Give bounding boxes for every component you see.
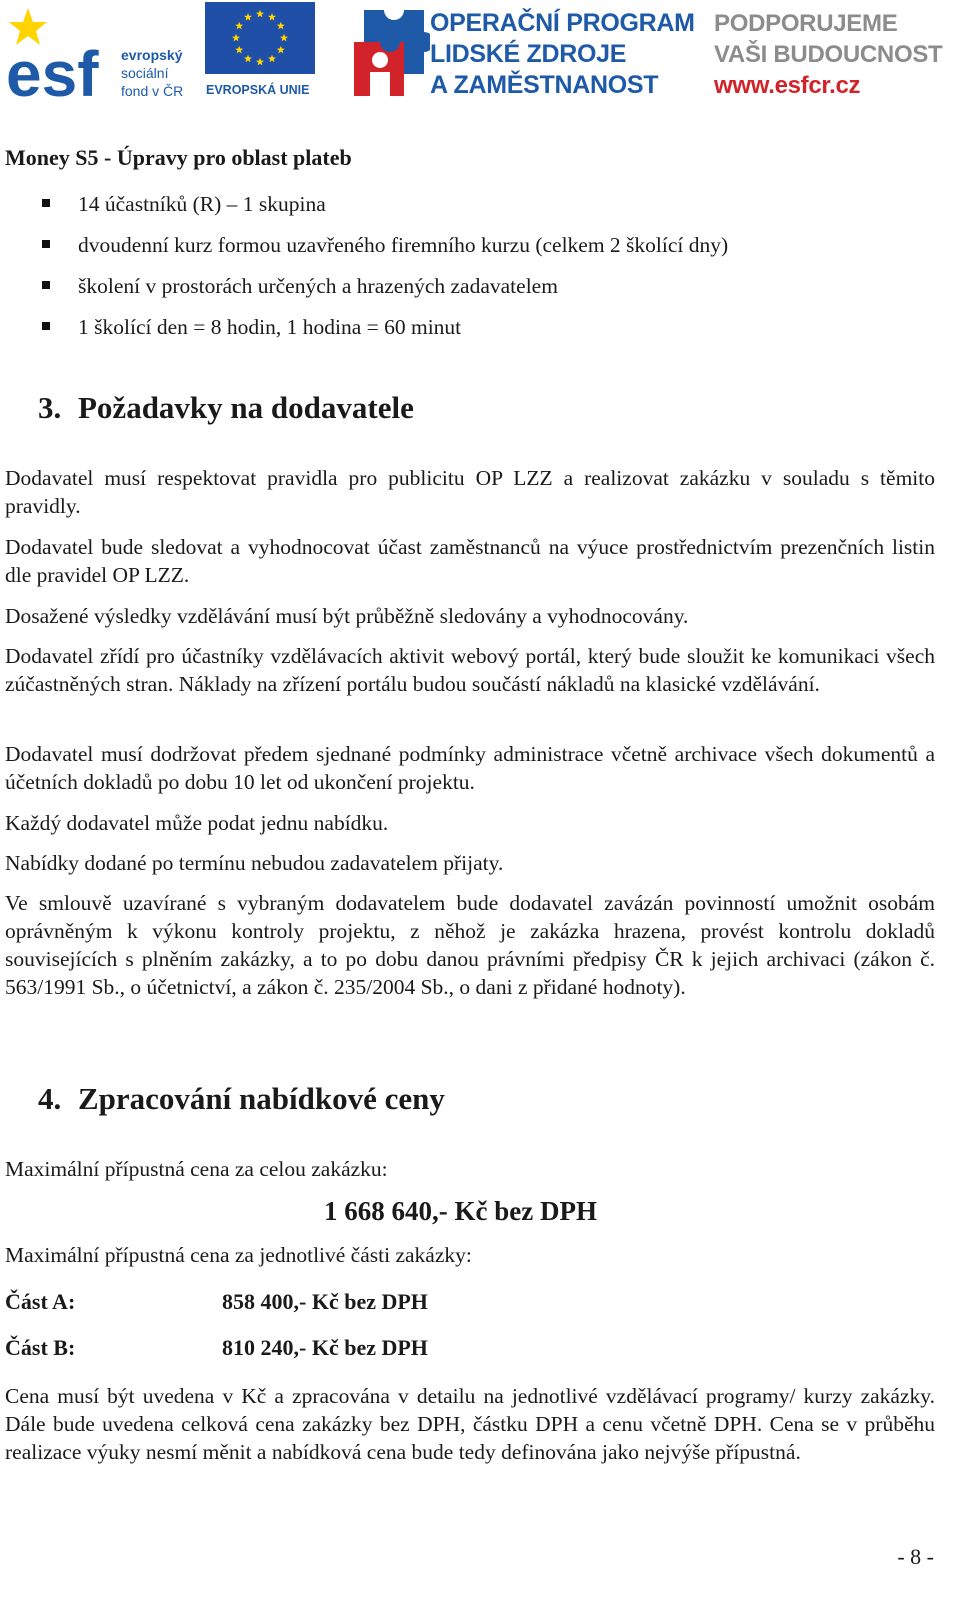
paragraph: Dodavatel musí respektovat pravidla pro publicitu OP LZZ a realizovat zakázku v souladu s těmito pravidly.: [5, 466, 935, 518]
page-number: - 8 -: [897, 1544, 934, 1569]
paragraph: Každý dodavatel může podat jednu nabídku.: [5, 811, 389, 835]
part-b-label: Část B:: [5, 1335, 76, 1360]
eu-label: EVROPSKÁ UNIE: [206, 83, 310, 97]
support-slogan: PODPORUJEME VAŠI BUDOUCNOST www.esfcr.cz: [714, 10, 943, 99]
svg-text:fond v ČR: fond v ČR: [121, 83, 184, 98]
part-a-price: 858 400,- Kč bez DPH: [222, 1289, 428, 1314]
max-total-label: Maximální přípustná cena za celou zakázku:: [5, 1157, 388, 1181]
esf-wordmark: esf: [6, 38, 99, 98]
paragraph: Dodavatel zřídí pro účastníky vzdělávacích aktivit webový portál, který bude sloužit ke komunikaci všech zúčastněných stran. Náklady na zřízení portálu budou součástí nákladů na klasické vzdělávání.: [5, 644, 935, 696]
paragraph: Dodavatel bude sledovat a vyhodnocovat účast zaměstnanců na výuce prostřednictvím prezenčních listin dle pravidel OP LZZ.: [5, 535, 935, 587]
section-3-heading: 3. Požadavky na dodavatele: [38, 390, 414, 425]
bullet-icon: [42, 199, 50, 207]
svg-text:sociální: sociální: [121, 65, 169, 81]
max-parts-label: Maximální přípustná cena za jednotlivé části zakázky:: [5, 1243, 472, 1267]
price-conditions-paragraph: Cena musí být uvedena v Kč a zpracována v detailu na jednotlivé vzdělávací programy/ kurzy zakázky. Dále bude uvedena celková cena zakázky bez DPH, částku DPH a cenu včetně DPH. Cena se v průběhu realizace výuky nesmí měnit a nabídková cena bude tedy definována jako nejvýše přípustná.: [5, 1384, 935, 1464]
section-4-heading: 4. Zpracování nabídkové ceny: [38, 1081, 445, 1116]
document-page: esf evropský sociální fond v ČR EVROPSKÁ UNIE OPERAČNÍ PROGRAM LIDSKÉ ZDROJE A ZAMĚSTNANOST PODPORUJEME VAŠI BUDOUCNOST www.esfcr.cz Money S5 - Úpravy pro oblast plateb 14 účastníků (R) – 1 skupina dvoudenní kurz formou uzavřeného firemního kurzu (celkem 2 školící dny) školení v prostorách určených a hrazených zadavatelem 1 školící den = 8 hodin, 1 hodina = 60 minut 3. Požadavky na dodavatele Dodavatel musí respektovat pravidla pro publicitu OP LZZ a realizovat zakázku v souladu s těmito pravidly. Dodavatel bude sledovat a vyhodnocovat účast zaměstnanců na výuce prostřednictvím prezenčních listin dle pravidel OP LZZ. Dosažené výsledky vzdělávání musí být průběžně sledovány a vyhodnocovány. Dodavatel zřídí pro účastníky vzdělávacích aktivit webový portál, který bude sloužit ke komunikaci všech zúčastněných stran. Náklady na zřízení portálu budou součástí nákladů na klasické vzdělávání. Dodavatel musí dodržovat předem sjednané podmínky administrace včetně archivace všech dokumentů a účetních dokladů po dobu 10 let od ukončení projektu. Každý dodavatel může podat jednu nabídku. Nabídky dodané po termínu nebudou zadavatelem přijaty. Ve smlouvě uzavírané s vybraným dodavatelem bude dodavatel zavázán povinností umožnit osobám oprávněným k výkonu kontroly projektu, z něhož je zakázka hrazena, provést kontrolu dokladů souvisejících s plněním zakázky, a to po dobu danou právními předpisy ČR k jejich archivaci (zákon č. 563/1991 Sb., o účetnictví, a zákon č. 235/2004 Sb., o dani z přidané hodnoty). 4. Zpracování nabídkové ceny Maximální přípustná cena za celou zakázku: 1 668 640,- Kč bez DPH Maximální přípustná cena za jednotlivé části zakázky: Část A: 858 400,- Kč bez DPH Část B: 810 240,- Kč bez DPH Cena musí být uvedena v Kč a zpracována v detailu na jednotlivé vzdělávací programy/ kurzy zakázky. Dále bude uvedena celková cena zakázky bez DPH, částku DPH a cenu včetně DPH. Cena se v průběhu realizace výuky nesmí měnit a nabídková cena bude tedy definována jako nejvýše přípustná. - 8 -: [0, 0, 960, 1605]
paragraph: Dosažené výsledky vzdělávání musí být průběžně sledovány a vyhodnocovány.: [5, 604, 689, 628]
bullet-icon: [42, 322, 50, 330]
max-total-price: 1 668 640,- Kč bez DPH: [324, 1196, 597, 1226]
eu-flag-logo: [205, 2, 315, 98]
bullet-icon: [42, 281, 50, 289]
paragraph: Nabídky dodané po termínu nebudou zadavatelem přijaty.: [5, 851, 504, 875]
svg-text:evropský: evropský: [121, 47, 183, 63]
paragraph: Ve smlouvě uzavírané s vybraným dodavatelem bude dodavatel zavázán povinností umožnit osobám oprávněným k výkonu kontroly projektu, z něhož je zakázka hrazena, provést kontrolu dokladů souvisejících s plněním zakázky, a to po dobu danou právními předpisy ČR k jejich archivaci (zákon č. 563/1991 Sb., o účetnictví, a zákon č. 235/2004 Sb., o dani z přidané hodnoty).: [5, 891, 935, 999]
paragraph: Dodavatel musí dodržovat předem sjednané podmínky administrace včetně archivace všech dokumentů a účetních dokladů po dobu 10 let od ukončení projektu.: [5, 742, 935, 794]
course-title: Money S5 - Úpravy pro oblast plateb: [5, 145, 352, 170]
header-logos: [0, 0, 960, 104]
op-lzz-figure-logo: [350, 2, 430, 98]
part-b-price: 810 240,- Kč bez DPH: [222, 1335, 428, 1360]
op-program-title: OPERAČNÍ PROGRAM LIDSKÉ ZDROJE A ZAMĚSTNANOST: [430, 9, 695, 99]
bullet-icon: [42, 240, 50, 248]
esfcr-url: www.esfcr.cz: [714, 72, 861, 99]
esf-logo: [2, 2, 198, 98]
part-a-label: Část A:: [5, 1289, 76, 1314]
